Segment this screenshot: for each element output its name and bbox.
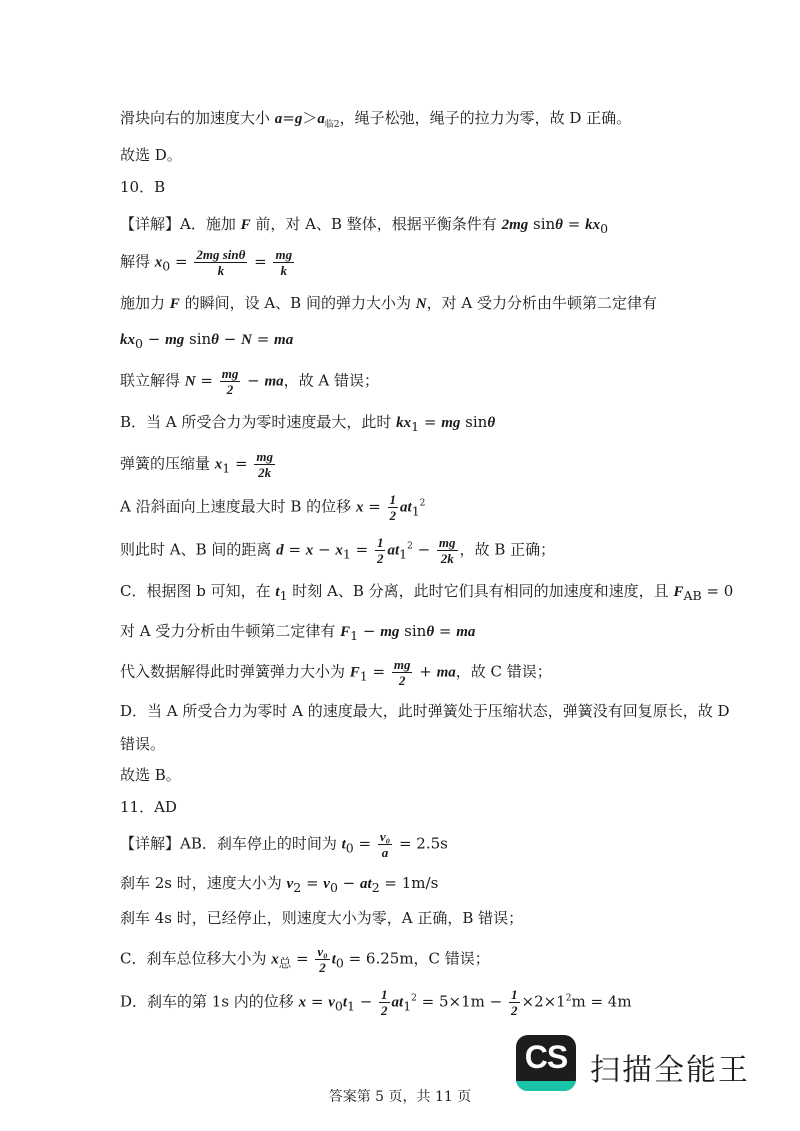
- text-line-16: D．当 A 所受合力为零时 A 的速度最大，此时弹簧处于压缩状态，弹簧没有回复原长，故 D: [120, 702, 730, 720]
- text-line-20: 【详解】AB．刹车停止的时间为 $t_0$ = $\frac{\text{v₀}}{a}$ = 2.5s: [120, 829, 448, 860]
- text-line-2: 故选 D。: [120, 146, 182, 164]
- text-line-4: 【详解】A．施加 F 前，对 A、B 整体，根据平衡条件有 2mg $\sin\theta = kx_0$: [120, 215, 609, 236]
- text-line-15: 代入数据解得此时弹簧弹力大小为 $F_1$ = $\frac{mg}{2}$ + ma，故 C 错误；: [120, 657, 552, 688]
- text-line-13: C．根据图 b 可知，在 $t_1$ 时刻 A、B 分离，此时它们具有相同的加速度和速度，且 $F_{AB} = 0$: [120, 582, 734, 603]
- text-line-6: 施加力 F 的瞬间，设 A、B 间的弹力大小为 N，对 A 受力分析由牛顿第二定律有: [120, 294, 657, 312]
- text-line-18: 故选 B。: [120, 766, 181, 784]
- question-11-answer: 11．AD: [120, 798, 177, 816]
- text-line-9: B．当 A 所受合力为零时速度最大，此时 $kx_1$ = mg sinθ: [120, 413, 496, 434]
- camscanner-logo-icon: [516, 1035, 576, 1091]
- logo-text: CS: [524, 1039, 568, 1075]
- text-line-10: 弹簧的压缩量 $x_1$ = $\frac{mg}{2k}$: [120, 449, 273, 480]
- text-line-21: 刹车 2s 时，速度大小为 $v_2 = v_0 - at_2 = 1m/s$: [120, 874, 439, 895]
- question-10-answer: 10．B: [120, 178, 166, 196]
- text-line-11: A 沿斜面向上速度最大时 B 的位移 x = $\frac{1}{2}$ $at_1^2$: [120, 492, 426, 523]
- text-line-1: 滑块向右的加速度大小 $a=g>a_{临2}$，绳子松弛，绳子的拉力为零，故 D 正确。: [120, 109, 632, 130]
- text-line-14: 对 A 受力分析由牛顿第二定律有 $F_1$ − mg sinθ = ma: [120, 622, 476, 643]
- text-line-23: C．刹车总位移大小为 $x_总$ = $\frac{\text{v₀}}{2}$ $t_0 = 6.25m$，C 错误；: [120, 944, 490, 975]
- text-line-12: 则此时 A、B 间的距离 $d = x - x_1$ = $\frac{1}{2}$ $at_1^2$ − $\frac{mg}{2k}$ ，故 B 正确；: [120, 535, 556, 566]
- text-line-17: 错误。: [120, 735, 166, 753]
- text-line-7: $kx_0$ − mg sinθ − N = ma: [120, 330, 294, 351]
- text-line-5: 解得 $x_0$ = $\frac{\text{2mg sinθ}}{k}$ = $\frac{mg}{k}$: [120, 247, 293, 278]
- text-line-22: 刹车 4s 时，已经停止，则速度大小为零，A 正确，B 错误；: [120, 909, 524, 927]
- text-line-24: D．刹车的第 1s 内的位移 $x = v_0t_1$ − $\frac{1}{2}$ $at_1^2 = 5\times 1m$ − $\frac{1}{2}$ $\times 2\times 1^2m = 4m$: [120, 987, 632, 1018]
- page-footer: 答案第 5 页，共 11 页: [328, 1089, 472, 1105]
- camscanner-brand: 扫描全能王: [590, 1053, 750, 1088]
- text-line-8: 联立解得 N = $\frac{mg}{2}$ − ma，故 A 错误；: [120, 366, 380, 397]
